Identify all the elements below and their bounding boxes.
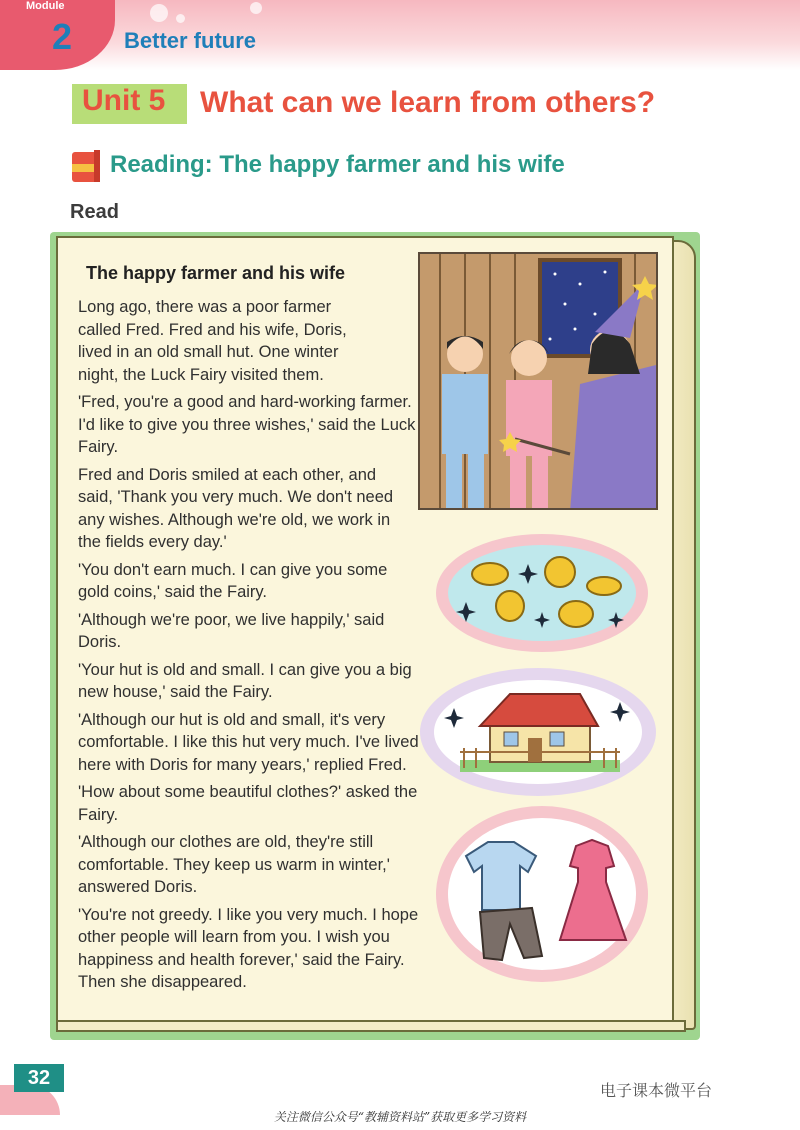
story-paragraph: 'Although our clothes are old, they're still comfortable. They keep us warm in winter,' answered Doris. — [78, 833, 390, 896]
story-paragraph: 'Although our hut is old and small, it's very comfortable. I like this hut very much. I've lived here with Doris for many years,' replied Fred. — [78, 710, 419, 774]
decor-bubble — [150, 4, 168, 22]
book-icon — [70, 148, 104, 184]
module-header-band — [0, 0, 800, 70]
module-title: Better future — [124, 28, 257, 53]
story-paragraph: 'Fred, you're a good and hard-working farmer. I'd like to give you three wishes,' said the Luck Fairy. — [78, 393, 416, 456]
story-paragraph: 'Although we're poor, we live happily,' said Doris. — [78, 610, 385, 651]
gold-coins-illustration — [436, 534, 648, 652]
reading-title: Reading: The happy farmer and his wife — [110, 151, 565, 178]
story-paragraph: 'Your hut is old and small. I can give you a big new house,' said the Fairy. — [78, 660, 412, 701]
read-label: Read — [70, 201, 119, 223]
new-house-illustration — [420, 668, 656, 796]
story-text — [78, 296, 438, 999]
story-paragraph: Long ago, there was a poor farmer called Fred. Fred and his wife, Doris, lived in an old small hut. One winter night, the Luck Fairy visited them. — [78, 298, 347, 384]
page-number: 32 — [14, 1064, 64, 1092]
footer-note: 关注微信公众号“教辅资料站”获取更多学习资料 — [273, 1110, 527, 1124]
module-number: 2 — [52, 16, 73, 57]
decor-bubble — [250, 2, 262, 14]
book-bottom-edge — [56, 1020, 686, 1032]
story-paragraph: 'You're not greedy. I like you very much. I hope other people will learn from you. I wish you happiness and health forever,' said the Fairy. Then she disappeared. — [78, 905, 419, 991]
clothes-illustration — [436, 806, 648, 982]
decor-bubble — [176, 14, 185, 23]
unit-title: What can we learn from others? — [200, 86, 656, 119]
unit-label: Unit 5 — [82, 84, 166, 117]
story-title: The happy farmer and his wife — [86, 263, 346, 283]
story-paragraph: Fred and Doris smiled at each other, and said, 'Thank you very much. We don't need any wishes. Although we're old, we work in the fields every day.' — [78, 465, 394, 551]
story-paragraph: 'You don't earn much. I can give you some gold coins,' said the Fairy. — [78, 560, 388, 601]
module-word: Module — [26, 0, 65, 12]
fairy-visit-illustration — [418, 252, 658, 510]
watermark: 电子课本微平台 — [600, 1081, 713, 1100]
story-paragraph: 'How about some beautiful clothes?' asked the Fairy. — [78, 783, 418, 824]
